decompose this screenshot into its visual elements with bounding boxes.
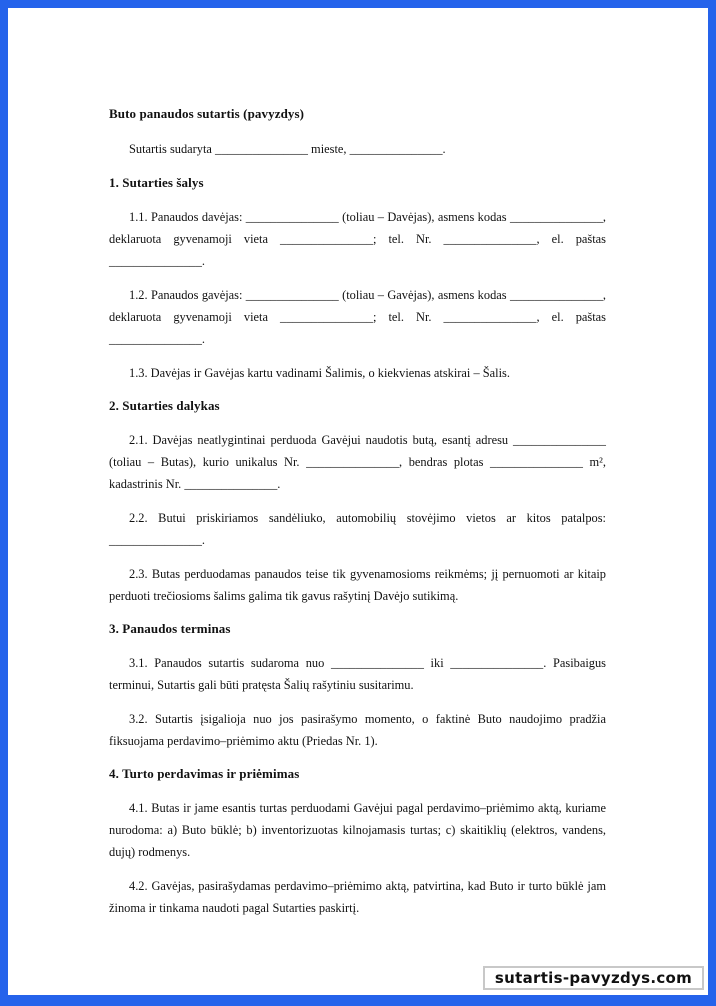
clause-4-2: 4.2. Gavėjas, pasirašydamas perdavimo–priėmimo aktą, patvirtina, kad Buto ir turto būklė jam žinoma ir tinkama naudoti pagal Sutarties paskirtį. xyxy=(109,879,606,915)
clause-4-1: 4.1. Butas ir jame esantis turtas perduodami Gavėjui pagal perdavimo–priėmimo aktą, kuriame nurodoma: a) Buto būklė; b) inventorizuotas kilnojamasis turtas; c) skaitiklių (elektros, vandens, dujų) rodmenys. xyxy=(109,801,606,859)
clause-2-2: 2.2. Butui priskiriamos sandėliuko, automobilių stovėjimo vietos ar kitos patalpos: _______________. xyxy=(109,511,606,547)
section-heading: 1. Sutarties šalys xyxy=(109,175,204,190)
section-transfer xyxy=(109,764,606,919)
document-content xyxy=(109,104,606,931)
section-heading: 3. Panaudos terminas xyxy=(109,621,231,636)
clause-3-2: 3.2. Sutartis įsigalioja nuo jos pasirašymo momento, o faktinė Buto naudojimo pradžia fiksuojama perdavimo–priėmimo aktu (Priedas Nr. 1). xyxy=(109,712,606,748)
section-heading: 2. Sutarties dalykas xyxy=(109,398,220,413)
clause-1-1: 1.1. Panaudos davėjas: _______________ (toliau – Davėjas), asmens kodas _______________, deklaruota gyvenamoji vieta _______________; tel. Nr. _______________, el. paštas _______________. xyxy=(109,210,606,268)
clause-1-2: 1.2. Panaudos gavėjas: _______________ (toliau – Gavėjas), asmens kodas _______________, deklaruota gyvenamoji vieta _______________; tel. Nr. _______________, el. paštas _______________. xyxy=(109,288,606,346)
section-term xyxy=(109,619,606,752)
clause-1-3: 1.3. Davėjas ir Gavėjas kartu vadinami Šalimis, o kiekvienas atskirai – Šalis. xyxy=(129,366,510,380)
document-title: Buto panaudos sutartis (pavyzdys) xyxy=(109,106,305,121)
section-heading: 4. Turto perdavimas ir priėmimas xyxy=(109,766,300,781)
clause-2-3: 2.3. Butas perduodamas panaudos teise tik gyvenamosioms reikmėms; jį pernuomoti ar kitaip perduoti trečiosioms šalims galima tik gavus rašytinį Davėjo sutikimą. xyxy=(109,567,606,603)
section-parties xyxy=(109,173,606,384)
document-page xyxy=(8,8,708,995)
clause-2-1: 2.1. Davėjas neatlygintinai perduoda Gavėjui naudotis butą, esantį adresu _______________ (toliau – Butas), kurio unikalus Nr. _______________, bendras plotas _______________ m², kadastrinis Nr. _______________. xyxy=(109,433,606,491)
intro-paragraph: Sutartis sudaryta _______________ mieste, _______________. xyxy=(129,142,446,156)
clause-3-1: 3.1. Panaudos sutartis sudaroma nuo _______________ iki _______________. Pasibaigus terminui, Sutartis gali būti pratęsta Šalių rašytiniu susitarimu. xyxy=(109,656,606,692)
watermark-label: sutartis-pavyzdys.com xyxy=(483,966,704,990)
section-subject xyxy=(109,396,606,607)
